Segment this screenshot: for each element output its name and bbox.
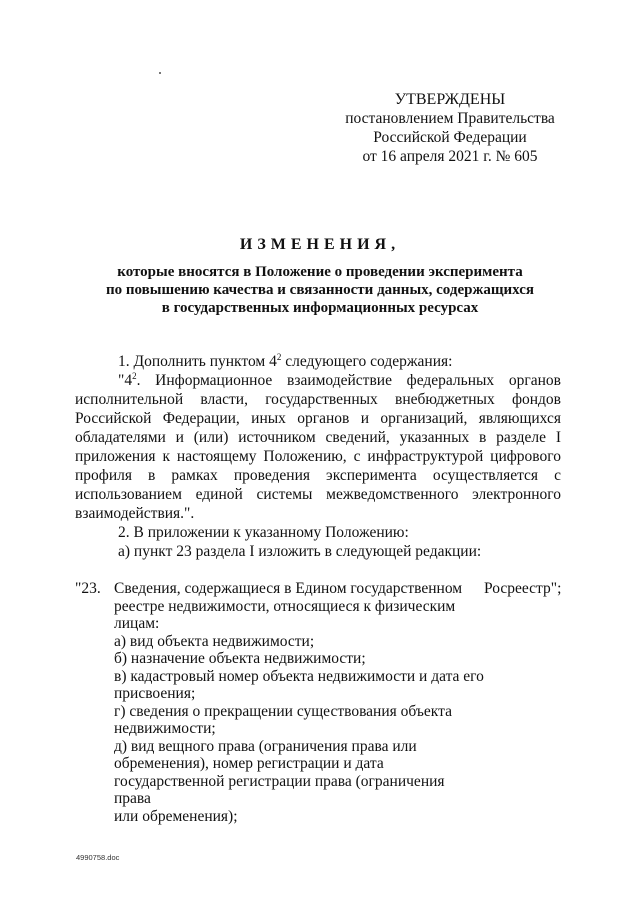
- row-line: обременения), номер регистрации и дата: [114, 755, 384, 772]
- footer-filename: 4990758.doc: [76, 853, 120, 862]
- row-source: Росреестр";: [484, 580, 562, 597]
- paragraph-2-open: "4: [118, 372, 133, 389]
- row-number: "23.: [75, 580, 101, 597]
- approval-title: УТВЕРЖДЕНЫ: [394, 91, 506, 108]
- document-body: [75, 352, 561, 561]
- row-line: присвоения;: [114, 685, 196, 702]
- paragraph-1: [75, 352, 561, 371]
- paragraph-1-superscript: 2: [276, 352, 282, 362]
- row-line: или обременения);: [114, 807, 238, 825]
- subtitle-line-3: в государственных информационных ресурсах: [161, 300, 479, 316]
- paragraph-3: 2. В приложении к указанному Положению:: [118, 524, 409, 541]
- paragraph-2-superscript: 2: [132, 371, 137, 381]
- row-line: г) сведения о прекращении существования объекта: [114, 702, 452, 720]
- paragraph-4: а) пункт 23 раздела I изложить в следующей редакции:: [118, 543, 482, 560]
- approval-line-1: постановлением Правительства: [345, 110, 555, 127]
- paragraph-1-tail: следующего содержания:: [281, 353, 453, 370]
- document-subtitle: [60, 263, 580, 317]
- subtitle-line-2: по повышению качества и связанности данных, содержащихся: [105, 282, 534, 298]
- row-line: в) кадастровый номер объекта недвижимости и дата его: [114, 667, 484, 685]
- paragraph-2: [75, 371, 561, 523]
- row-description: [114, 580, 484, 825]
- document-title: ИЗМЕНЕНИЯ,: [239, 236, 401, 253]
- row-line: недвижимости;: [114, 720, 216, 737]
- row-line: д) вид вещного права (ограничения права или: [114, 737, 417, 755]
- row-line: лицам:: [114, 615, 160, 632]
- row-line: б) назначение объекта недвижимости;: [114, 650, 366, 667]
- row-line: Сведения, содержащиеся в Едином государственном: [114, 580, 463, 597]
- subtitle-line-1: которые вносятся в Положение о проведении эксперимента: [117, 264, 523, 280]
- approval-line-2: Российской Федерации: [373, 129, 527, 146]
- paragraph-2-text: . Информационное взаимодействие федеральных органов исполнительной власти, государственных внебюджетных фондов Российской Федерации, иных органов и организаций, являющихся обладателями и (или) источником сведений, указанных в разделе I приложения к настоящему Положению, с инфраструктурой цифрового профиля в рамках проведения эксперимента осуществляется с использованием единой системы межведомственного электронного взаимодействия.".: [75, 372, 561, 522]
- scan-speck: [159, 72, 161, 74]
- row-line: а) вид объекта недвижимости;: [114, 632, 315, 650]
- row-line: реестре недвижимости, относящиеся к физическим: [114, 597, 456, 615]
- approval-block: [330, 90, 570, 166]
- row-line: государственной регистрации права (ограничения права: [114, 772, 445, 807]
- paragraph-1-text: 1. Дополнить пунктом 4: [118, 353, 277, 370]
- approval-line-3: от 16 апреля 2021 г. № 605: [362, 148, 538, 165]
